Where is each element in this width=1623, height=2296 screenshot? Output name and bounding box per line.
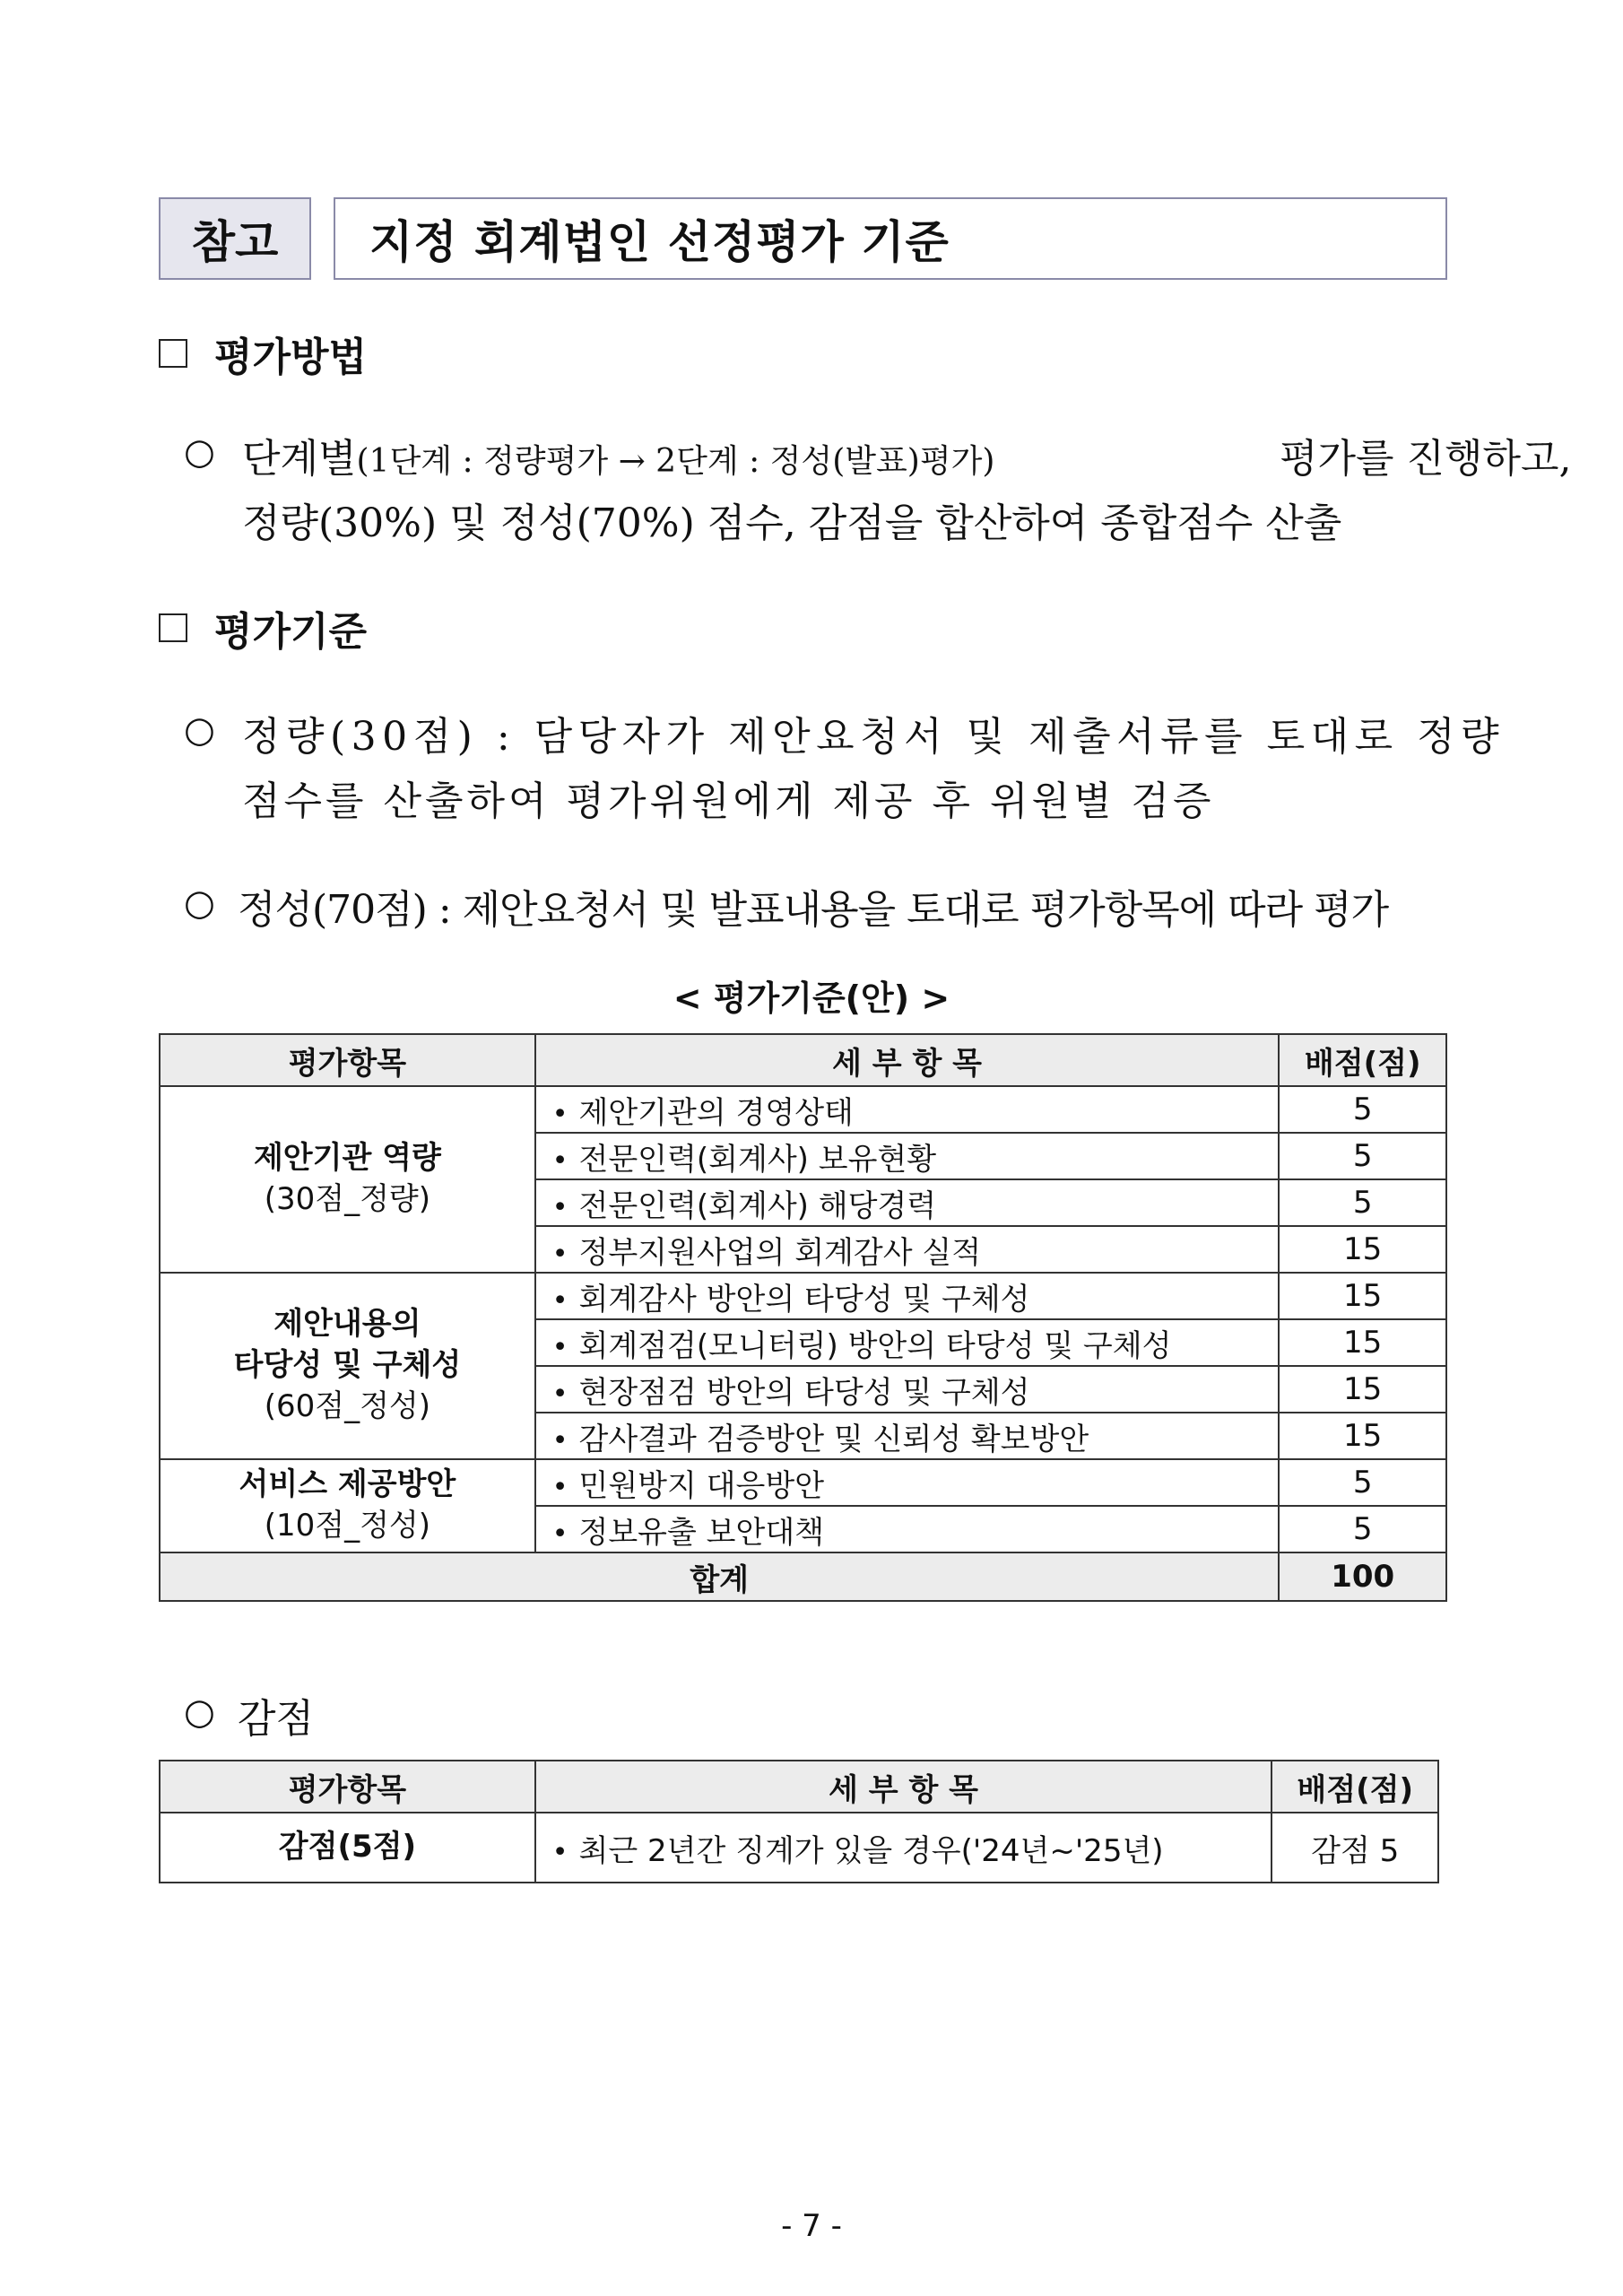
method-text-line2: 정량(30%) 및 정성(70%) 점수, 감점을 합산하여 종합점수 산출 bbox=[242, 500, 1342, 546]
score-cell: 15 bbox=[1279, 1226, 1446, 1273]
item-cell: • 제안기관의 경영상태 bbox=[535, 1086, 1280, 1133]
table-caption: < 평가기준(안) > bbox=[673, 978, 950, 1018]
quant-text-line2: 점수를 산출하여 평가위원에게 제공 후 위원별 검증 bbox=[242, 778, 1215, 824]
table-header-row bbox=[160, 1761, 1438, 1813]
header-category: 평가항목 bbox=[160, 1034, 535, 1086]
score-cell: 15 bbox=[1279, 1273, 1446, 1319]
header-detail: 세 부 항 목 bbox=[535, 1034, 1280, 1086]
checkbox-square-icon bbox=[159, 613, 187, 642]
page-title: 지정 회계법인 선정평가 기준 bbox=[334, 197, 1447, 280]
item-cell: • 전문인력(회계사) 보유현황 bbox=[535, 1133, 1280, 1179]
page-number: - 7 - bbox=[781, 2208, 842, 2244]
category-name-line2: 타당성 및 구체성 bbox=[233, 1347, 462, 1384]
circle-bullet-icon: ○ bbox=[184, 709, 215, 751]
item-text: 감사결과 검증방안 및 신뢰성 확보방안 bbox=[578, 1421, 1089, 1457]
item-text: 회계감사 방안의 타당성 및 구체성 bbox=[578, 1281, 1030, 1318]
criteria-table bbox=[159, 1033, 1447, 1602]
item-cell: • 정보유출 보안대책 bbox=[535, 1506, 1280, 1552]
category-cell bbox=[160, 1459, 535, 1552]
score-cell: 5 bbox=[1279, 1179, 1446, 1226]
deduction-table bbox=[159, 1760, 1439, 1883]
section-heading-method bbox=[159, 325, 367, 382]
qual-paragraph bbox=[184, 877, 1484, 940]
item-cell: • 회계점검(모니터링) 방안의 타당성 및 구체성 bbox=[535, 1319, 1280, 1366]
item-text: 정보유출 보안대책 bbox=[578, 1514, 825, 1551]
method-text-c: 평가를 진행하고, bbox=[1280, 436, 1572, 482]
item-cell: • 최근 2년간 징계가 있을 경우('24년~'25년) bbox=[535, 1813, 1272, 1883]
score-cell: 15 bbox=[1279, 1413, 1446, 1459]
total-label: 합계 bbox=[160, 1552, 1279, 1601]
method-text-b: (1단계 : 정량평가 → 2단계 : 정성(발표)평가) bbox=[356, 443, 995, 480]
item-text: 현장점검 방안의 타당성 및 구체성 bbox=[578, 1374, 1030, 1411]
category-sub: (60점_정성) bbox=[264, 1387, 431, 1424]
header-detail: 세 부 항 목 bbox=[535, 1761, 1272, 1813]
score-cell: 5 bbox=[1279, 1133, 1446, 1179]
deduction-heading-text: 감점 bbox=[238, 1696, 315, 1742]
item-cell: • 감사결과 검증방안 및 신뢰성 확보방안 bbox=[535, 1413, 1280, 1459]
table-row bbox=[160, 1813, 1438, 1883]
quant-paragraph bbox=[184, 704, 1506, 839]
item-cell: • 회계감사 방안의 타당성 및 구체성 bbox=[535, 1273, 1280, 1319]
item-cell: • 현장점검 방안의 타당성 및 구체성 bbox=[535, 1366, 1280, 1413]
table-row bbox=[160, 1273, 1446, 1319]
category-sub: (10점_정성) bbox=[264, 1508, 431, 1544]
category-cell bbox=[160, 1086, 535, 1273]
score-cell: 5 bbox=[1279, 1459, 1446, 1506]
circle-bullet-icon: ○ bbox=[184, 1692, 215, 1733]
qual-text-line1: 정성(70점) : 제안요청서 및 발표내용을 토대로 평가항목에 따라 평가 bbox=[238, 887, 1389, 933]
item-text: 최근 2년간 징계가 있을 경우('24년~'25년) bbox=[578, 1832, 1164, 1869]
score-cell: 15 bbox=[1279, 1319, 1446, 1366]
deduction-heading bbox=[184, 1686, 722, 1749]
total-row bbox=[160, 1552, 1446, 1601]
score-cell: 감점 5 bbox=[1271, 1813, 1438, 1883]
item-text: 전문인력(회계사) 해당경력 bbox=[578, 1187, 937, 1224]
header-category: 평가항목 bbox=[160, 1761, 535, 1813]
category-cell bbox=[160, 1813, 535, 1883]
section-heading-text: 평가기준 bbox=[214, 609, 368, 655]
circle-bullet-icon: ○ bbox=[184, 883, 215, 924]
method-paragraph bbox=[184, 426, 1572, 552]
table-row bbox=[160, 1459, 1446, 1506]
category-name: 제안내용의 bbox=[273, 1306, 421, 1343]
item-text: 회계점검(모니터링) 방안의 타당성 및 구체성 bbox=[578, 1327, 1172, 1364]
checkbox-square-icon bbox=[159, 339, 187, 368]
header-score: 배점(점) bbox=[1271, 1761, 1438, 1813]
item-text: 민원방지 대응방안 bbox=[578, 1467, 825, 1504]
item-text: 정부지원사업의 회계감사 실적 bbox=[578, 1234, 982, 1271]
reference-label: 참고 bbox=[159, 197, 311, 280]
total-score: 100 bbox=[1279, 1552, 1446, 1601]
circle-bullet-icon: ○ bbox=[184, 431, 215, 473]
table-row bbox=[160, 1086, 1446, 1133]
table-header-row bbox=[160, 1034, 1446, 1086]
item-text: 제안기관의 경영상태 bbox=[578, 1094, 854, 1131]
category-name: 제안기관 역량 bbox=[253, 1140, 441, 1177]
category-cell bbox=[160, 1273, 535, 1459]
section-heading-text: 평가방법 bbox=[214, 335, 368, 380]
score-cell: 15 bbox=[1279, 1366, 1446, 1413]
score-cell: 5 bbox=[1279, 1506, 1446, 1552]
item-text: 전문인력(회계사) 보유현황 bbox=[578, 1141, 937, 1178]
item-cell: • 민원방지 대응방안 bbox=[535, 1459, 1280, 1506]
category-sub: (30점_정량) bbox=[264, 1181, 431, 1217]
method-text-a: 단계별 bbox=[242, 436, 357, 482]
score-cell: 5 bbox=[1279, 1086, 1446, 1133]
section-heading-criteria bbox=[159, 599, 367, 657]
category-name: 감점(5점) bbox=[278, 1829, 417, 1866]
item-cell: • 정부지원사업의 회계감사 실적 bbox=[535, 1226, 1280, 1273]
category-name: 서비스 제공방안 bbox=[239, 1466, 456, 1503]
item-cell: • 전문인력(회계사) 해당경력 bbox=[535, 1179, 1280, 1226]
quant-text-line1: 정량(30점) : 담당자가 제안요청서 및 제출서류를 토대로 정량 bbox=[242, 714, 1506, 760]
header-score: 배점(점) bbox=[1279, 1034, 1446, 1086]
